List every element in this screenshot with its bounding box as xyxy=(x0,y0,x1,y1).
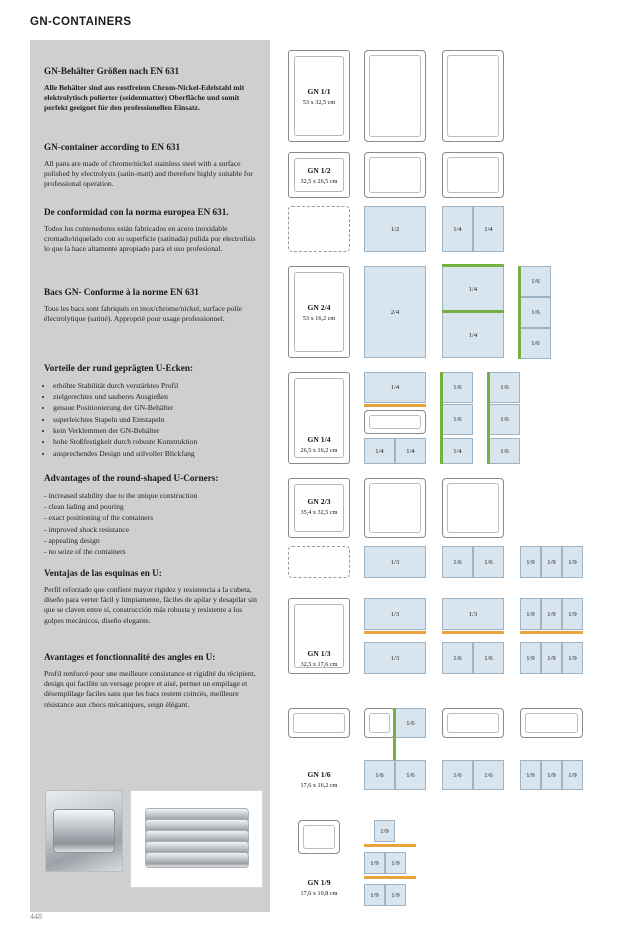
inner-outline xyxy=(447,55,499,137)
cell-half: 1/2 xyxy=(364,206,426,252)
product-photo-stacked-pans xyxy=(130,790,263,888)
gn-dimensions: 17,6 x 10,8 cm xyxy=(300,890,338,897)
cell-ninth: 1/9 xyxy=(541,598,562,630)
gn-label-box-1-6 xyxy=(288,744,350,796)
divider-green xyxy=(518,266,521,359)
gn-label-box-1-1 xyxy=(288,50,350,142)
cell-quarter: 1/4 xyxy=(442,438,473,464)
outline-1-1-b xyxy=(364,50,426,142)
text-body: Perfil reforzado que confiere mayor rigidez y resistencia a la cubeta, diseño para verter fácil y limpiamente, fáciles de apilar y desapilar sin que se claven entre sí, construcción más robusta y resistente a los golpes mecánicos, diseño elegante. xyxy=(44,584,257,625)
text-block-avantages xyxy=(44,652,262,710)
page-title: GN-CONTAINERS xyxy=(30,16,132,28)
cell-sixth: 1/6 xyxy=(520,328,551,359)
cell-sixth: 1/6 xyxy=(395,708,426,738)
cell-quarter: 1/4 xyxy=(442,206,473,252)
list-item: - improved shock resistance xyxy=(44,524,262,535)
list-item: • ansprechendes Design und stilvoller Blickfang xyxy=(53,448,262,459)
cell-third: 1/3 xyxy=(364,642,426,674)
list-item: • kein Verklemmen der GN-Behälter xyxy=(53,425,262,436)
outline-dashed-2-3 xyxy=(288,546,350,578)
outline-1-4-mid xyxy=(364,410,426,434)
cell-ninth: 1/9 xyxy=(541,546,562,578)
gn-dimensions: 32,5 x 17,6 cm xyxy=(300,661,338,668)
text-heading: Ventajas de las esquinas en U: xyxy=(44,568,162,578)
text-body: Todos los contenedores están fabricados en acero inoxidable cromado/niquelado con su superficie (satinada) pulida por electrolisis lo que la hace altamente apropiado para el uso profesional. xyxy=(44,223,256,254)
list-vorteile xyxy=(44,380,262,460)
cell-ninth: 1/9 xyxy=(520,760,541,790)
text-block-es xyxy=(44,207,262,255)
inner-outline xyxy=(369,713,390,733)
text-heading: Avantages et fonctionnalité des angles en U: xyxy=(44,652,216,662)
outline-1-9 xyxy=(298,820,340,854)
outline-1-2-c xyxy=(442,152,504,198)
inner-outline xyxy=(447,713,499,733)
list-heading: Advantages of the round-shaped U-Corners: xyxy=(44,473,219,483)
list-item: • superleichtes Stapeln und Entstapeln xyxy=(53,414,262,425)
cell-ninth: 1/9 xyxy=(541,760,562,790)
list-item: • erhöhte Stabilität durch verstärktes Profil xyxy=(53,380,262,391)
text-body: Alle Behälter sind aus rostfreiem Chrom-Nickel-Edelstahl mit elektrolytisch polierter (seidenmatter) Oberfläche und somit perfekt geeignet für den professionellen Einsatz. xyxy=(44,82,245,113)
text-block-ventajas xyxy=(44,568,262,626)
cell-sixth: 1/6 xyxy=(473,546,504,578)
cell-sixth: 1/6 xyxy=(489,438,520,464)
cell-quarter: 1/4 xyxy=(442,312,504,358)
text-heading: De conformidad con la norma europea EN 631. xyxy=(44,207,229,217)
divider-orange xyxy=(364,844,416,847)
list-item: - appealing design xyxy=(44,535,262,546)
cell-sixth: 1/6 xyxy=(489,372,520,403)
cell-third: 1/3 xyxy=(442,598,504,630)
inner-outline xyxy=(447,483,499,533)
cell-quarter: 1/4 xyxy=(395,438,426,464)
cell-sixth: 1/6 xyxy=(520,266,551,297)
gn-name: GN 1/9 xyxy=(307,878,331,887)
text-block-de xyxy=(44,66,262,114)
outline-1-2-b xyxy=(364,152,426,198)
cell-third: 1/3 xyxy=(364,598,426,630)
list-block-advantages xyxy=(44,473,262,558)
outline-1-6-left xyxy=(364,708,395,738)
cell-sixth: 1/6 xyxy=(520,297,551,328)
cell-sixth: 1/6 xyxy=(473,760,504,790)
gn-label-box-1-4 xyxy=(288,372,350,464)
product-photo-single-pan xyxy=(45,790,123,872)
gn-dimensions: 35,4 x 32,5 cm xyxy=(300,509,338,516)
gn-label-box-1-3 xyxy=(288,598,350,674)
cell-sixth: 1/6 xyxy=(473,642,504,674)
list-item: • hohe Stoßfestigkeit durch robuste Konstruktion xyxy=(53,436,262,447)
list-item: • zielgerechtes und sauberes Ausgießen xyxy=(53,391,262,402)
inner-outline xyxy=(369,157,421,193)
outline-1-6-top xyxy=(288,708,350,738)
list-heading: Vorteile der rund geprägten U-Ecken: xyxy=(44,363,194,373)
gn-label-box-2-4 xyxy=(288,266,350,358)
gn-name: GN 2/3 xyxy=(307,497,331,506)
inner-outline xyxy=(525,713,578,733)
list-item: - clean lading and pouring xyxy=(44,501,262,512)
divider-orange xyxy=(520,631,583,634)
gn-dimensions: 53 x 32,5 cm xyxy=(302,99,336,106)
cell-sixth: 1/6 xyxy=(442,372,473,403)
gn-name: GN 1/3 xyxy=(307,649,331,658)
cell-ninth: 1/9 xyxy=(541,642,562,674)
inner-outline xyxy=(294,158,344,192)
inner-outline xyxy=(293,713,345,733)
cell-ninth: 1/9 xyxy=(385,884,406,906)
cell-sixth: 1/6 xyxy=(489,404,520,435)
inner-outline xyxy=(369,55,421,137)
cell-ninth: 1/9 xyxy=(562,546,583,578)
list-item: - exact positioning of the containers xyxy=(44,512,262,523)
outline-1-6-right xyxy=(520,708,583,738)
text-block-en xyxy=(44,142,262,190)
list-item: - increased stability due to the unique construction xyxy=(44,490,262,501)
inner-outline xyxy=(369,483,421,533)
cell-sixth: 1/6 xyxy=(442,546,473,578)
text-heading: Bacs GN- Conforme à la norme EN 631 xyxy=(44,287,199,297)
outline-1-6-mid xyxy=(442,708,504,738)
cell-ninth: 1/9 xyxy=(562,760,583,790)
inner-outline xyxy=(294,56,344,136)
inner-outline xyxy=(369,415,421,429)
gn-name: GN 1/6 xyxy=(307,770,331,779)
list-advantages xyxy=(44,490,262,558)
cell-ninth: 1/9 xyxy=(520,598,541,630)
cell-two-quarter: 2/4 xyxy=(364,266,426,358)
gn-dimensions: 26,5 x 16,2 cm xyxy=(300,447,338,454)
gn-dimensions: 53 x 16,2 cm xyxy=(302,315,336,322)
divider-orange xyxy=(442,631,504,634)
list-item: • genaue Positionierung der GN-Behälter xyxy=(53,402,262,413)
cell-ninth: 1/9 xyxy=(520,642,541,674)
cell-sixth: 1/6 xyxy=(395,760,426,790)
list-block-vorteile xyxy=(44,363,262,459)
inner-outline xyxy=(294,604,344,668)
cell-quarter: 1/4 xyxy=(473,206,504,252)
inner-outline xyxy=(447,157,499,193)
gn-name: GN 1/2 xyxy=(307,166,331,175)
cell-ninth: 1/9 xyxy=(374,820,395,842)
cell-ninth: 1/9 xyxy=(364,852,385,874)
inner-outline xyxy=(294,378,344,458)
divider-orange xyxy=(364,876,416,879)
inner-outline xyxy=(294,272,344,352)
text-body: Profil renforcé pour une meilleure consistance et rigidité du récipient, design qui facilite un versage propre et aisé, permet un empilage et désemplilage faciles sans que les bacs restent coincés, meilleure résistance aux chocs mécaniques, seign élégant. xyxy=(44,668,256,709)
gn-name: GN 2/4 xyxy=(307,303,331,312)
cell-third: 1/3 xyxy=(364,546,426,578)
text-body: All pans are made of chrome/nickel stainless steel with a surface polished by electrolysts (satin-matt) and therefore highly suitable for professional operation. xyxy=(44,158,253,189)
gn-label-box-2-3 xyxy=(288,478,350,538)
outline-2-3-c xyxy=(442,478,504,538)
cell-quarter: 1/4 xyxy=(364,372,426,403)
pan-shape xyxy=(53,809,115,853)
text-body: Tous les bacs sont fabriqués en inox/chrome/nickel, surface polie électrolytique (satiné). Approprié pour usage professionnel. xyxy=(44,303,242,323)
cell-sixth: 1/6 xyxy=(364,760,395,790)
divider-orange xyxy=(364,404,426,407)
pan-layer xyxy=(145,852,249,868)
page-number: 448 xyxy=(30,912,42,921)
inner-outline xyxy=(303,825,335,849)
text-heading: GN-Behälter Größen nach EN 631 xyxy=(44,66,180,76)
text-block-fr xyxy=(44,287,262,324)
text-heading: GN-container according to EN 631 xyxy=(44,142,181,152)
divider-green xyxy=(442,264,504,267)
gn-name: GN 1/4 xyxy=(307,435,331,444)
gn-name: GN 1/1 xyxy=(307,87,331,96)
cell-quarter: 1/4 xyxy=(442,266,504,312)
inner-outline xyxy=(294,484,344,532)
gn-dimensions: 32,5 x 26,5 cm xyxy=(300,178,338,185)
cell-ninth: 1/9 xyxy=(364,884,385,906)
cell-ninth: 1/9 xyxy=(385,852,406,874)
cell-ninth: 1/9 xyxy=(562,642,583,674)
cell-sixth: 1/6 xyxy=(442,760,473,790)
gn-dimensions: 17,6 x 16,2 cm xyxy=(300,782,338,789)
cell-ninth: 1/9 xyxy=(520,546,541,578)
cell-sixth: 1/6 xyxy=(442,642,473,674)
gn-label-box-1-2 xyxy=(288,152,350,198)
list-item: - no seize of the containers xyxy=(44,546,262,557)
divider-orange xyxy=(364,631,426,634)
pan-stack xyxy=(145,808,249,870)
outline-2-3-b xyxy=(364,478,426,538)
cell-quarter: 1/4 xyxy=(364,438,395,464)
gn-label-box-1-9 xyxy=(288,860,350,900)
outline-dashed-1-2 xyxy=(288,206,350,252)
cell-sixth: 1/6 xyxy=(442,404,473,435)
divider-green xyxy=(487,372,490,464)
divider-green xyxy=(442,310,504,313)
cell-ninth: 1/9 xyxy=(562,598,583,630)
outline-1-1-c xyxy=(442,50,504,142)
divider-green xyxy=(440,372,443,464)
